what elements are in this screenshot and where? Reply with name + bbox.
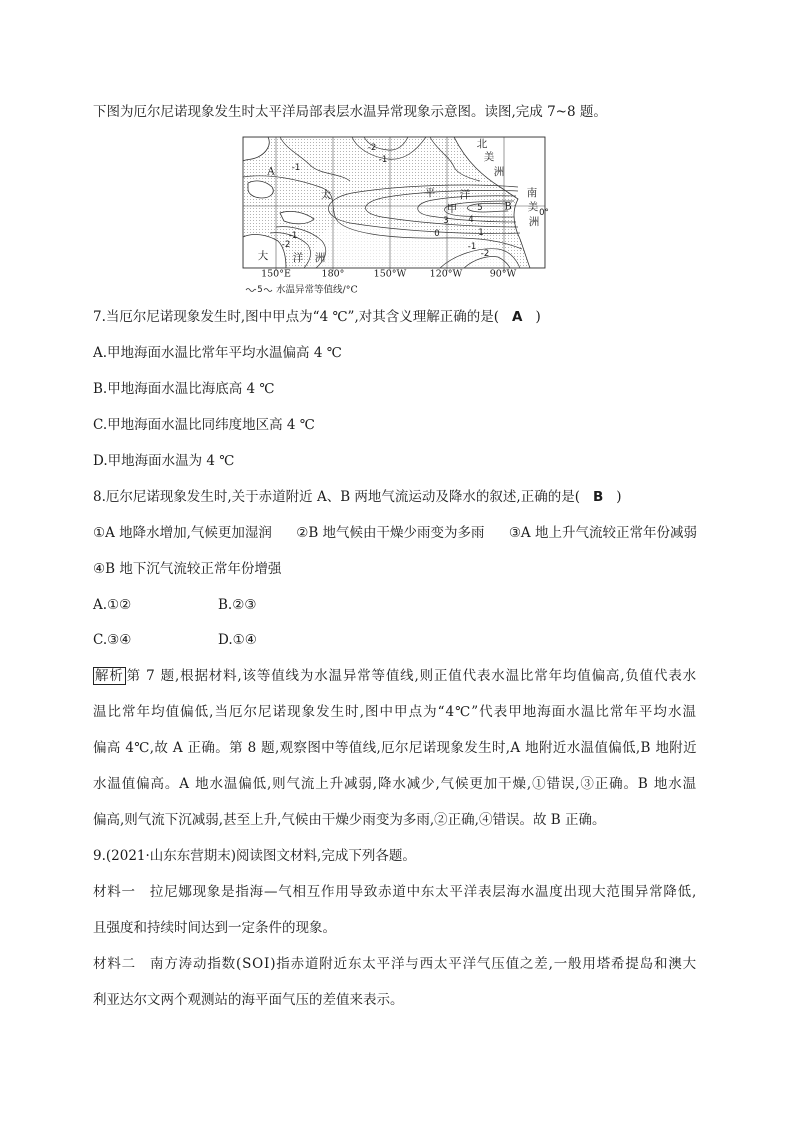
label-pacific-3: 洋 [459, 189, 471, 201]
material1-line-2 [93, 911, 697, 947]
material1-text-2: 且强度和持续时间达到一定条件的现象。 [93, 919, 336, 936]
q7-stem-line [93, 300, 697, 336]
material2-line-1 [93, 947, 697, 983]
q8-answer: B [592, 488, 604, 505]
label-south-america-1: 南 [526, 187, 538, 199]
label-north-america-1: 北 [476, 138, 488, 150]
q7-stem: 7.当厄尔尼诺现象发生时,图中甲点为“4 ℃”,对其含义理解正确的是( [93, 309, 500, 325]
q7-option-a-text: A.甲地海面水温比常年平均水温偏高 4 ℃ [93, 344, 342, 361]
legend-contour-value: 5 [257, 285, 263, 295]
el-nino-sst-anomaly-map [240, 135, 560, 300]
label-north-america-2: 美 [483, 151, 495, 163]
q7-option-b-text: B.甲地海面水温比海底高 4 ℃ [93, 380, 275, 397]
label-pacific-1: 太 [320, 189, 332, 201]
analysis-text-2: 温比常年均值偏低,当厄尔尼诺现象发生时,图中甲点为“4℃”代表甲地海面水温比常年平均水温 [93, 704, 697, 721]
q7-answer: A [512, 309, 523, 325]
analysis-text-1: 第 7 题,根据材料,该等值线为水温异常等值线,则正值代表水温比常年均值偏高,负值代表水 [126, 668, 698, 685]
equator-label: 0° [539, 208, 549, 218]
intro-text [93, 95, 697, 131]
longitude-label-90w: 90°W [489, 268, 517, 280]
analysis-line-5 [93, 803, 697, 839]
q8-statements-row-2 [93, 552, 697, 588]
material1-label: 材料一 [93, 884, 136, 900]
contour-label: -1 [288, 231, 298, 241]
contour-label: -2 [281, 240, 291, 250]
q8-statement-1: ①A 地降水增加,气候更加湿润 [93, 524, 272, 541]
q8-option-b: B.②③ [218, 596, 257, 613]
analysis-line-2 [93, 695, 697, 731]
label-south-america-3: 洲 [528, 216, 540, 228]
q8-options-row-1 [93, 588, 697, 624]
q7-close-paren: ) [535, 309, 541, 325]
legend-contour-symbol-right [264, 289, 272, 292]
contour-label: 4 [468, 215, 474, 225]
contour-label: -2 [367, 143, 377, 153]
analysis-text-4: 水温值偏高。A 地水温偏低,则气流上升减弱,降水减少,气候更加干燥,①错误,③正确。B 地水温 [93, 776, 697, 793]
analysis-tag: 解析 [95, 668, 124, 685]
label-oceania-2: 洋 [292, 252, 304, 264]
longitude-label-120w: 120°W [429, 268, 463, 280]
contour-label: 0 [434, 229, 440, 239]
contour-label: 5 [477, 203, 483, 213]
label-south-america-2: 美 [527, 201, 539, 213]
label-oceania-1: 大 [257, 250, 269, 262]
q7-option-c [93, 408, 697, 444]
q7-option-d-text: D.甲地海面水温为 4 ℃ [93, 452, 235, 469]
q8-statement-4: ④B 地下沉气流较正常年份增强 [93, 560, 282, 577]
analysis-text-3: 偏高 4℃,故 A 正确。第 8 题,观察图中等值线,厄尔尼诺现象发生时,A 地附近水温值偏低,B 地附近 [93, 740, 697, 757]
q8-stem-line [93, 480, 697, 516]
material2-text-1: 南方涛动指数(SOI)指赤道附近东太平洋与西太平洋气压值之差,一般用塔希提岛和澳大 [150, 955, 697, 972]
legend-contour-symbol-left [246, 289, 256, 292]
q8-option-c: C.③④ [93, 632, 132, 649]
analysis-line-1 [93, 659, 697, 695]
material1-text-1: 拉尼娜现象是指海—气相互作用导致赤道中东太平洋表层海水温度出现大范围异常降低, [149, 884, 698, 900]
q8-stem: 8.厄尔尼诺现象发生时,关于赤道附近 A、B 两地气流运动及降水的叙述,正确的是( [93, 488, 580, 505]
q9-stem: 9.(2021·山东东营期末)阅读图文材料,完成下列各题。 [93, 848, 416, 865]
q8-option-a: A.①② [93, 596, 132, 613]
material2-text-2: 利亚达尔文两个观测站的海平面气压的差值来表示。 [93, 991, 404, 1008]
q7-option-c-text: C.甲地海面水温比同纬度地区高 4 ℃ [93, 416, 315, 433]
label-oceania-3: 洲 [314, 252, 326, 264]
contour-label: 1 [478, 228, 484, 238]
analysis-line-3 [93, 731, 697, 767]
q8-close-paren: ) [616, 488, 622, 505]
q8-statements-row-1 [93, 516, 697, 552]
contour-label: -1 [291, 163, 301, 173]
q7-option-a [93, 336, 697, 372]
q7-option-d [93, 444, 697, 480]
material2-line-2 [93, 983, 697, 1019]
analysis-text-5: 偏高,则气流下沉减弱,甚至上升,气候由干燥少雨变为多雨,②正确,④错误。故 B 正确。 [93, 812, 606, 829]
q7-option-b [93, 372, 697, 408]
longitude-label-180: 180° [321, 268, 345, 280]
label-north-america-3: 洲 [493, 166, 505, 178]
map-legend [246, 284, 358, 296]
q9-stem-line [93, 839, 697, 875]
q8-statement-3: ③A 地上升气流较正常年份减弱 [508, 524, 697, 541]
longitude-label-150e: 150°E [261, 268, 291, 280]
label-pacific-2: 平 [424, 187, 436, 199]
point-a-label: A [267, 166, 275, 178]
point-jia-label: 甲 [446, 203, 458, 215]
legend-label: 水温异常等值线/°C [276, 284, 358, 296]
analysis-line-4 [93, 767, 697, 803]
contour-label: -1 [467, 242, 477, 252]
material2-label: 材料二 [93, 955, 136, 972]
longitude-label-150w: 150°W [373, 268, 407, 280]
q8-option-d: D.①④ [218, 632, 257, 649]
questions-body [93, 300, 697, 1019]
contour-label: -2 [480, 249, 490, 259]
q8-statement-2: ②B 地气候由干燥少雨变为多雨 [296, 524, 485, 541]
point-b-label: B [504, 201, 512, 213]
contour-label: -1 [378, 155, 388, 165]
q8-options-row-2 [93, 623, 697, 659]
intro-sentence: 下图为厄尔尼诺现象发生时太平洋局部表层水温异常现象示意图。读图,完成 7~8 题。 [93, 104, 607, 120]
contour-label: 3 [443, 216, 449, 226]
material1-line-1 [93, 875, 697, 911]
